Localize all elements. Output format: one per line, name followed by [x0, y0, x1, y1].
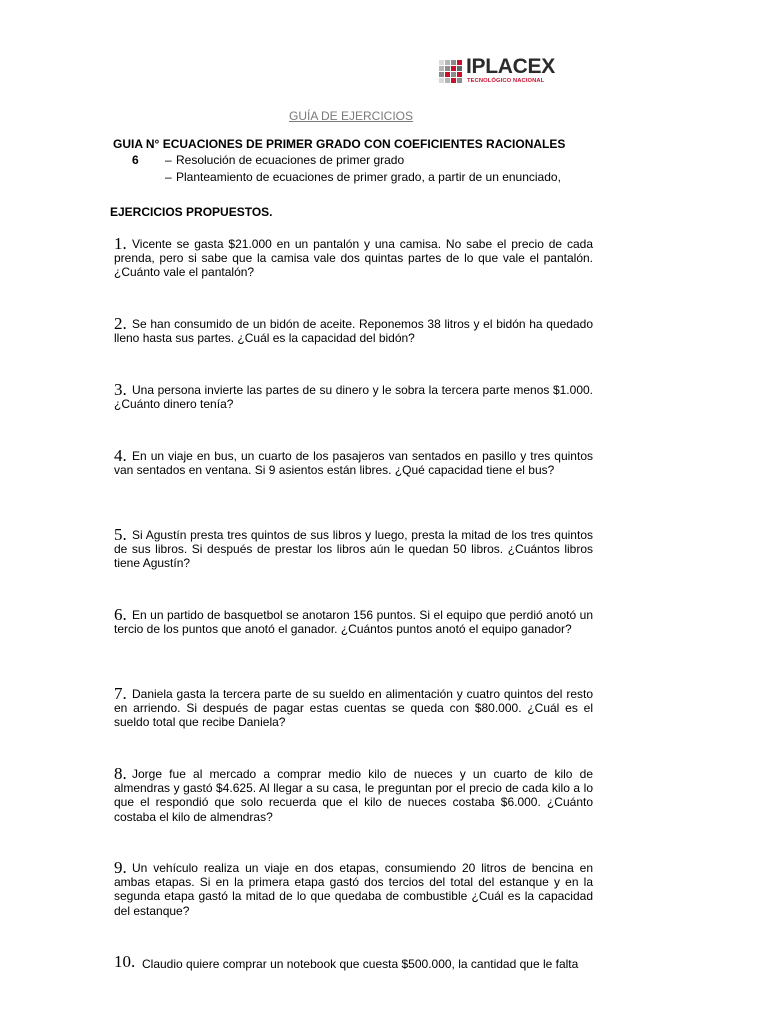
topic-item [165, 170, 561, 184]
logo-wordmark: IPLACEX [466, 55, 555, 78]
exercise-item [114, 527, 593, 571]
exercise-number: 5. [114, 525, 127, 544]
exercise-text: Jorge fue al mercado a comprar medio kilo de nueces y un cuarto de kilo de almendras y gastó $4.625. Al llegar a su casa, le preguntan por el precio de cada kilo a lo que el respondió que solo recuerda que el kilo de nueces costaba $6.000. ¿Cuánto costaba el kilo de almendras? [114, 767, 593, 824]
exercise-item [114, 686, 593, 730]
topic-item [165, 153, 404, 167]
exercise-item [114, 236, 593, 280]
exercise-text: Se han consumido de un bidón de aceite. Reponemos 38 litros y el bidón ha quedado lleno hasta sus partes. ¿Cuál es la capacidad del bidón? [114, 317, 593, 346]
exercise-text: En un partido de basquetbol se anotaron 156 puntos. Si el equipo que perdió anotó un tercio de los puntos que anotó el ganador. ¿Cuántos puntos anotó el equipo ganador? [114, 608, 593, 637]
topic-label: Planteamiento de ecuaciones de primer grado, a partir de un enunciado, [176, 170, 561, 184]
logo-subtitle: TECNOLÓGICO NACIONAL [467, 78, 545, 84]
document-title: GUÍA DE EJERCICIOS [288, 109, 414, 123]
exercise-number: 4. [114, 446, 127, 465]
exercise-number: 2. [114, 314, 127, 333]
topic-label: Resolución de ecuaciones de primer grado [176, 153, 405, 167]
exercise-text: Daniela gasta la tercera parte de su sueldo en alimentación y cuatro quintos del resto en arriendo. Si después de pagar estas cuentas se queda con $80.000. ¿Cuál es el sueldo total que recibe Daniela? [114, 687, 593, 730]
exercise-number: 3. [114, 380, 127, 399]
dash-bullet-icon: – [165, 153, 172, 167]
guide-number: 6 [132, 153, 139, 167]
exercise-item [114, 316, 593, 345]
exercise-text: Si Agustín presta tres quintos de sus libros y luego, presta la mitad de los tres quintos de sus libros. Si después de prestar los libros aún le quedan 50 libros. ¿Cuántos libros tiene Agustín? [114, 528, 593, 571]
exercise-item [114, 766, 593, 824]
exercise-text: Vicente se gasta $21.000 en un pantalón y una camisa. No sabe el precio de cada prenda, pero si sabe que la camisa vale dos quintas partes de lo que vale el pantalón. ¿Cuánto vale el pantalón? [114, 237, 593, 280]
exercise-text: Un vehículo realiza un viaje en dos etapas, consumiendo 20 litros de bencina en ambas etapas. Si en la primera etapa gastó dos tercios del total del estanque y en la segunda etapa gastó la mitad de lo que quedaba de combustible ¿Cuál es la capacidad del estanque? [114, 861, 593, 918]
exercise-number: 9. [114, 858, 127, 877]
logo-mosaic-icon [439, 60, 463, 84]
exercise-item [114, 448, 593, 477]
exercise-number: 10. [114, 952, 136, 971]
exercise-number: 8. [114, 764, 127, 783]
dash-bullet-icon: – [165, 170, 172, 184]
exercise-text: Claudio quiere comprar un notebook que cuesta $500.000, la cantidad que le falta [142, 957, 579, 971]
section-title: EJERCICIOS PROPUESTOS. [110, 205, 273, 219]
exercise-item [114, 607, 593, 636]
exercise-item [114, 954, 593, 971]
exercise-item [114, 860, 593, 918]
exercise-text: Una persona invierte las partes de su dinero y le sobra la tercera parte menos $1.000. ¿Cuánto dinero tenía? [114, 383, 593, 412]
exercise-number: 6. [114, 605, 127, 624]
exercise-item [114, 382, 593, 411]
exercise-text: En un viaje en bus, un cuarto de los pasajeros van sentados en pasillo y tres quintos van sentados en ventana. Si 9 asientos están libres. ¿Qué capacidad tiene el bus? [114, 449, 593, 478]
exercise-number: 1. [114, 234, 127, 253]
exercise-number: 7. [114, 684, 127, 703]
guide-heading: GUIA N° ECUACIONES DE PRIMER GRADO CON COEFICIENTES RACIONALES [113, 137, 566, 151]
